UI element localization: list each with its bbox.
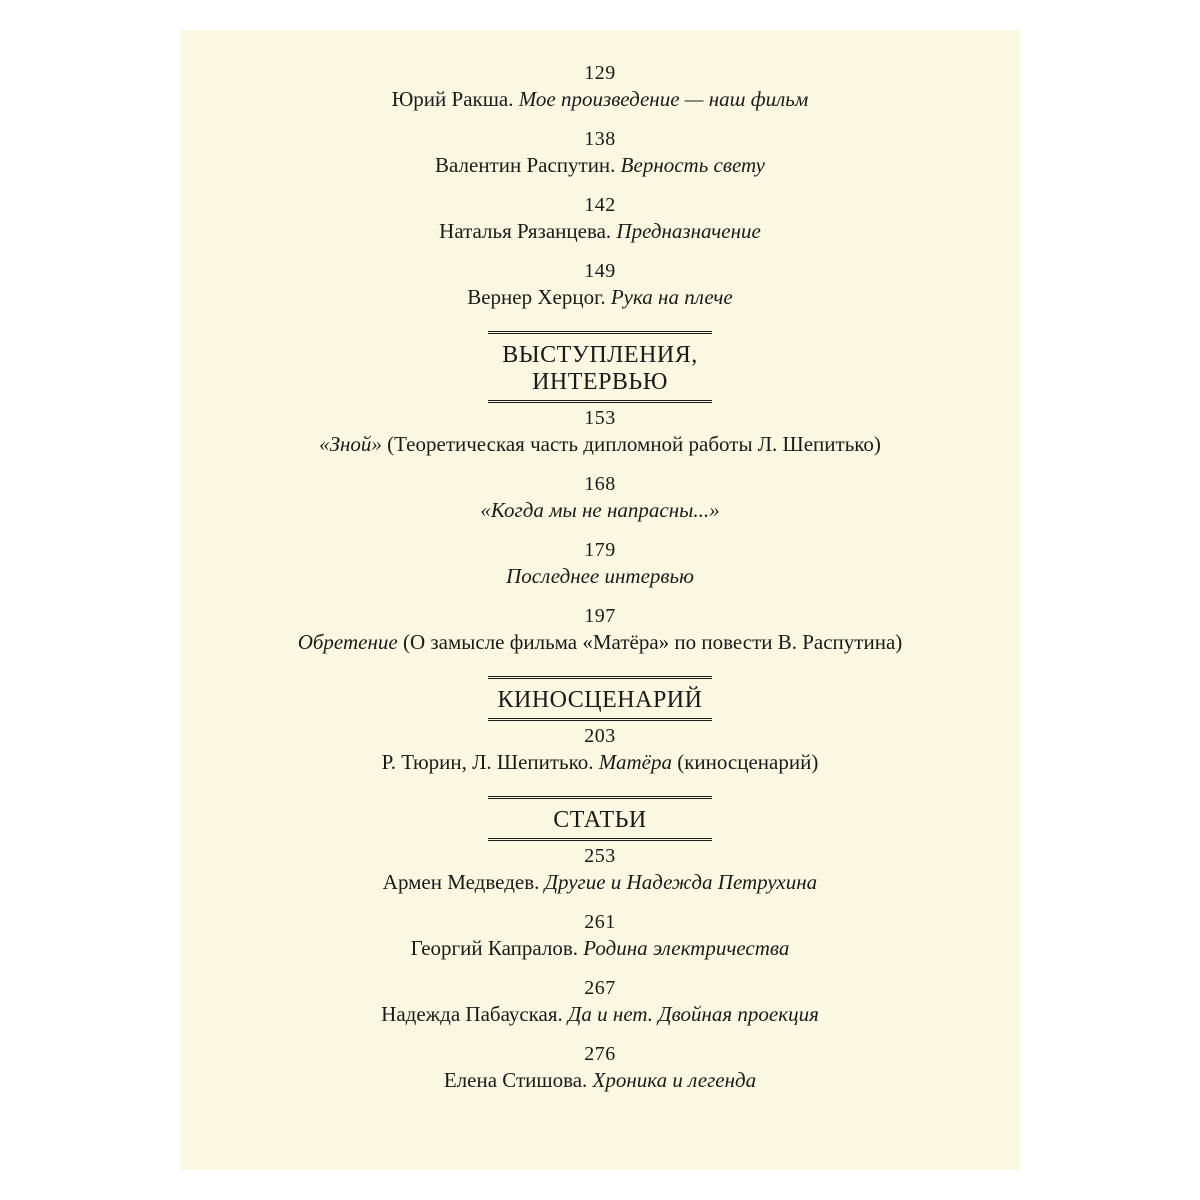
entry-note: (О замысле фильма «Матёра» по повести В. Распутина) (402, 630, 903, 654)
entry-line (180, 629, 1020, 656)
page-number: 253 (584, 845, 616, 867)
entry-title: Другие и Надежда Петрухина (544, 870, 818, 894)
entry-title: Матёра (598, 750, 672, 774)
toc-entry (180, 909, 1020, 962)
book-page (180, 30, 1020, 1170)
toc-entry (180, 471, 1020, 524)
entry-title: «Зной» (319, 432, 382, 456)
toc-entry (180, 126, 1020, 179)
entry-title: Хроника и легенда (592, 1068, 757, 1092)
section-heading: СТАТЬИ (553, 807, 647, 833)
entry-title: Рука на плече (610, 285, 733, 309)
section-rule-bottom (488, 400, 712, 403)
entry-line (180, 86, 1020, 113)
entry-line (180, 563, 1020, 590)
page-number: 197 (584, 605, 616, 627)
entry-author: Юрий Ракша. (391, 87, 514, 111)
section-rule-bottom (488, 718, 712, 721)
toc-entry (180, 258, 1020, 311)
entry-author: Вернер Херцог. (467, 285, 606, 309)
toc-entry (180, 843, 1020, 896)
page-number: 138 (584, 128, 616, 150)
entry-line (180, 869, 1020, 896)
page-number: 168 (584, 473, 616, 495)
page-number: 149 (584, 260, 616, 282)
entry-title: Обретение (297, 630, 398, 654)
entry-line (180, 749, 1020, 776)
entry-line (180, 1067, 1020, 1094)
entry-line (180, 152, 1020, 179)
section-rule-top (488, 796, 712, 799)
section-heading: ИНТЕРВЬЮ (532, 369, 668, 395)
entry-title: Да и нет. Двойная проекция (568, 1002, 819, 1026)
page-number: 179 (584, 539, 616, 561)
entry-line (180, 1001, 1020, 1028)
page-number: 261 (584, 911, 616, 933)
entry-line (180, 284, 1020, 311)
entry-title: Предназначение (616, 219, 761, 243)
entry-note: (киносценарий) (677, 750, 819, 774)
entry-title: Родина электричества (583, 936, 790, 960)
entry-title: Верность свету (620, 153, 765, 177)
section-rule-top (488, 331, 712, 334)
section-rule-top (488, 676, 712, 679)
entry-author: Георгий Капралов. (410, 936, 579, 960)
section-rule-bottom (488, 838, 712, 841)
entry-line (180, 431, 1020, 458)
toc-entry (180, 192, 1020, 245)
entry-author: Надежда Пабауская. (381, 1002, 563, 1026)
toc-entry (180, 60, 1020, 113)
section-header-articles (488, 796, 712, 841)
entry-title: «Когда мы не напрасны...» (480, 498, 720, 522)
entry-note: (Теоретическая часть дипломной работы Л. Шепитько) (387, 432, 881, 456)
section-header-interviews (488, 331, 712, 403)
table-of-contents (180, 60, 1020, 1107)
page-number: 203 (584, 725, 616, 747)
entry-line (180, 497, 1020, 524)
toc-entry (180, 405, 1020, 458)
entry-author: Наталья Рязанцева. (439, 219, 612, 243)
toc-entry (180, 975, 1020, 1028)
toc-entry (180, 603, 1020, 656)
toc-entry (180, 537, 1020, 590)
entry-title: Последнее интервью (506, 564, 694, 588)
section-heading: ВЫСТУПЛЕНИЯ, (502, 342, 698, 368)
entry-author: Р. Тюрин, Л. Шепитько. (381, 750, 594, 774)
entry-author: Армен Медведев. (382, 870, 540, 894)
page-number: 267 (584, 977, 616, 999)
toc-entry (180, 1041, 1020, 1094)
entry-author: Валентин Распутин. (435, 153, 616, 177)
page-number: 276 (584, 1043, 616, 1065)
entry-author: Елена Стишова. (443, 1068, 588, 1092)
entry-line (180, 218, 1020, 245)
page-number: 129 (584, 62, 616, 84)
entry-line (180, 935, 1020, 962)
page-number: 142 (584, 194, 616, 216)
section-heading: КИНОСЦЕНАРИЙ (497, 687, 703, 713)
section-header-screenplay (488, 676, 712, 721)
page-number: 153 (584, 407, 616, 429)
toc-entry (180, 723, 1020, 776)
entry-title: Мое произведение — наш фильм (518, 87, 809, 111)
